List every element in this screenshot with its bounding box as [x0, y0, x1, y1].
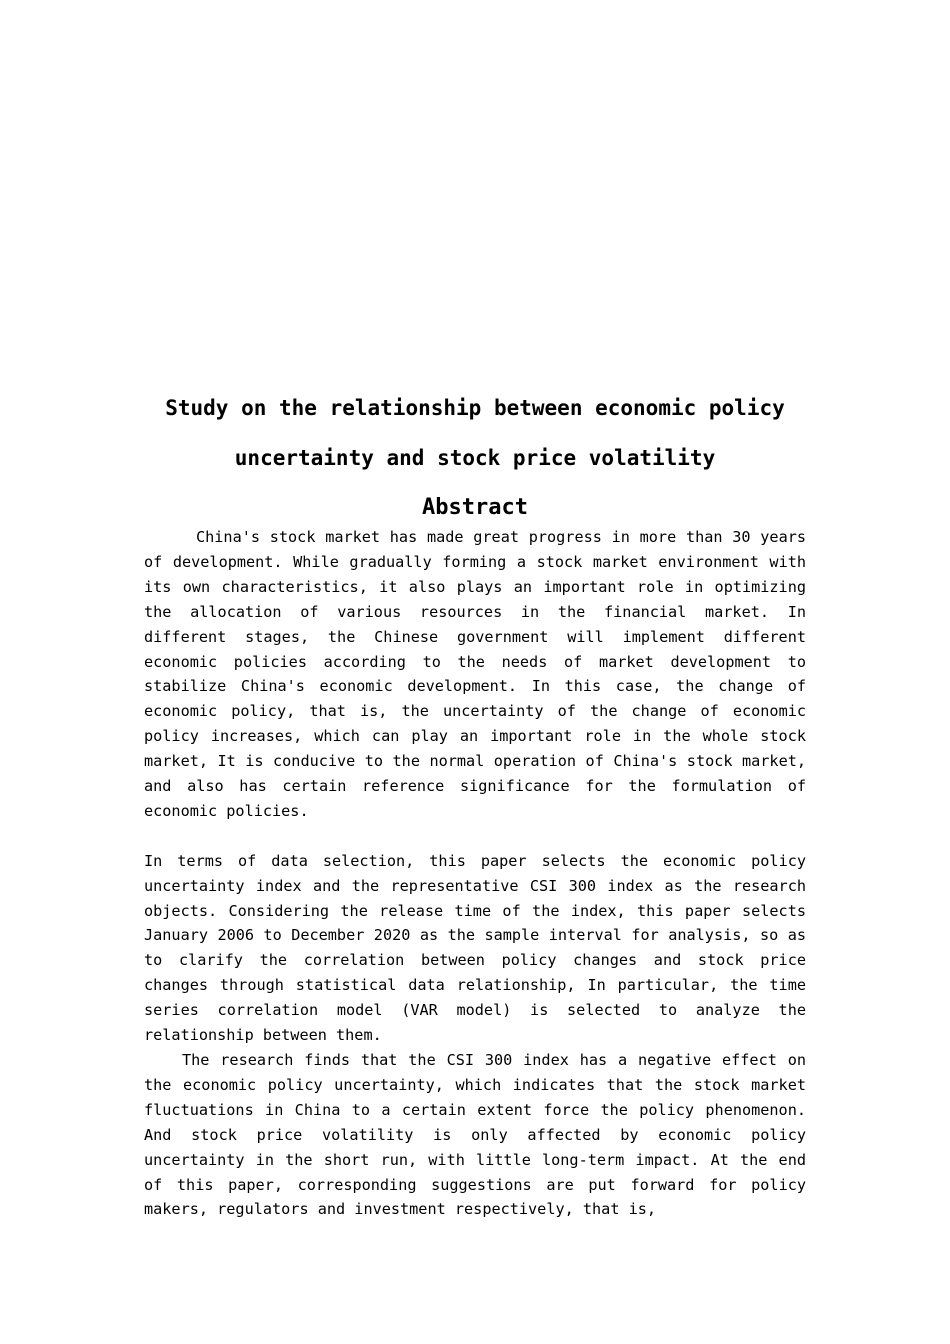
title-block: [144, 383, 806, 533]
paper-title-line-1: Study on the relationship between economic policy: [165, 396, 785, 420]
paragraph-gap: [144, 824, 806, 849]
paper-title-line-2: uncertainty and stock price volatility: [234, 446, 716, 470]
abstract-heading: Abstract: [422, 495, 528, 520]
abstract-paragraph-1: China's stock market has made great progress in more than 30 years of development. While gradually forming a stock market environment with its own characteristics, it also plays an important role in optimizing the allocation of various resources in the financial market. In different stages, the Chinese government will implement different economic policies according to the needs of market development to stabilize China's economic development. In this case, the change of economic policy, that is, the uncertainty of the change of economic policy increases, which can play an important role in the whole stock market, It is conducive to the normal operation of China's stock market, and also has certain reference significance for the formulation of economic policies.: [144, 528, 806, 820]
abstract-paragraph-2: In terms of data selection, this paper selects the economic policy uncertainty index and the representative CSI 300 index as the research objects. Considering the release time of the index, this paper selects January 2006 to December 2020 as the sample interval for analysis, so as to clarify the correlation between policy changes and stock price changes through statistical data relationship, In particular, the time series correlation model (VAR model) is selected to analyze the relationship between them.: [144, 851, 806, 1045]
abstract-paragraph-3: The research finds that the CSI 300 index has a negative effect on the economic policy uncertainty, which indicates that the stock market fluctuations in China to a certain extent force the policy phenomenon. And stock price volatility is only affected by economic policy uncertainty in the short run, with little long-term impact. At the end of this paper, corresponding suggestions are put forward for policy makers, regulators and investment respectively, that is,: [144, 1051, 806, 1219]
abstract-body: [144, 525, 806, 1222]
